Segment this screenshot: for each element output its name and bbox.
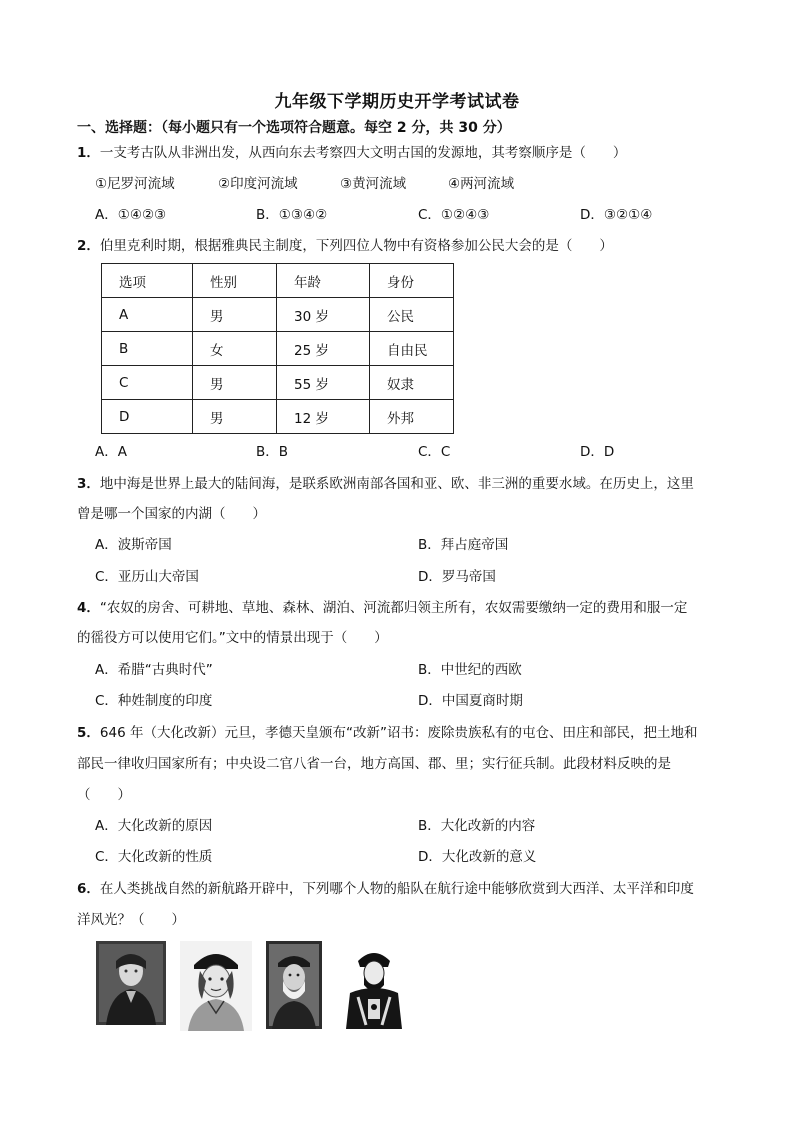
q1-option-a: A．①④②③ [95, 207, 167, 223]
table-cell: 女 [193, 332, 277, 366]
q2-option-d: D．D [580, 444, 615, 460]
table-row [102, 332, 454, 366]
table-cell: 30 岁 [277, 298, 370, 332]
table-cell: C [102, 366, 193, 400]
portrait-3 [266, 941, 322, 1029]
q2-table [101, 263, 454, 434]
question-2-number: 2． [77, 238, 100, 254]
q1-option-b: B．①③④② [256, 207, 328, 223]
exam-title: 九年级下学期历史开学考试试卷 [274, 92, 520, 112]
q5-option-b: B．大化改新的内容 [418, 818, 536, 834]
question-1-stem: 1．一支考古队从非洲出发，从西向东去考察四大文明古国的发源地，其考察顺序是（ ） [77, 145, 627, 161]
table-header-cell: 性别 [193, 264, 277, 298]
q2-option-a: A．A [95, 444, 127, 460]
q4-option-c: C．种姓制度的印度 [95, 693, 213, 709]
q4-option-a: A．希腊“古典时代” [95, 662, 213, 678]
portrait-2 [180, 941, 252, 1031]
q2-option-c: C．C [418, 444, 451, 460]
table-row [102, 298, 454, 332]
section-heading: 一、选择题：（每小题只有一个选项符合题意。每空 2 分，共 30 分） [77, 120, 511, 136]
table-cell: 外邦 [370, 400, 454, 434]
q1-item-3: ③黄河流域 [340, 176, 407, 192]
q4-option-b: B．中世纪的西欧 [418, 662, 522, 678]
table-cell: 男 [193, 400, 277, 434]
question-5-stem-line-1: 5．646 年（大化改新）元旦，孝德天皇颁布“改新”诏书：废除贵族私有的屯仓、田庄和部民，把土地和 [77, 725, 698, 741]
table-cell: 25 岁 [277, 332, 370, 366]
question-5-stem-line-2: 部民一律收归国家所有；中央设二官八省一台，地方高国、郡、里；实行征兵制。此段材料反映的是 [77, 756, 671, 772]
question-6-stem-line-2: 洋风光？（ ） [77, 912, 185, 928]
q4-option-d: D．中国夏商时期 [418, 693, 523, 709]
q2-option-b: B．B [256, 444, 289, 460]
q5-option-c: C．大化改新的性质 [95, 849, 213, 865]
question-4-stem-line-2: 的徭役方可以使用它们。”文中的情景出现于（ ） [77, 630, 388, 646]
q1-option-d: D．③②①④ [580, 207, 653, 223]
table-cell: A [102, 298, 193, 332]
table-cell: 55 岁 [277, 366, 370, 400]
question-6-number: 6． [77, 881, 100, 897]
q3-option-b: B．拜占庭帝国 [418, 537, 509, 553]
question-4-number: 4． [77, 600, 100, 616]
question-1-number: 1． [77, 145, 100, 161]
q1-item-2: ②印度河流域 [218, 176, 298, 192]
table-row [102, 366, 454, 400]
question-5-number: 5． [77, 725, 100, 741]
table-cell: 公民 [370, 298, 454, 332]
table-cell: B [102, 332, 193, 366]
question-4-stem-line-1: 4．“农奴的房舍、可耕地、草地、森林、湖泊、河流都归领主所有，农奴需要缴纳一定的费用和服一定 [77, 600, 688, 616]
table-cell: 奴隶 [370, 366, 454, 400]
table-header-cell: 身份 [370, 264, 454, 298]
table-cell: D [102, 400, 193, 434]
q1-option-c: C．①②④③ [418, 207, 490, 223]
table-header-cell: 选项 [102, 264, 193, 298]
portrait-4 [336, 941, 412, 1029]
table-cell: 自由民 [370, 332, 454, 366]
table-cell: 男 [193, 366, 277, 400]
question-6-stem-line-1: 6．在人类挑战自然的新航路开辟中，下列哪个人物的船队在航行途中能够欣赏到大西洋、太平洋和印度 [77, 881, 694, 897]
q3-option-c: C．亚历山大帝国 [95, 569, 199, 585]
question-5-stem-line-3: （ ） [77, 787, 131, 803]
q1-item-1: ①尼罗河流域 [95, 176, 175, 192]
q6-portraits [96, 941, 416, 1033]
table-row [102, 400, 454, 434]
table-header-row [102, 264, 454, 298]
q1-item-4: ④两河流域 [448, 176, 515, 192]
q3-option-d: D．罗马帝国 [418, 569, 496, 585]
portrait-1 [96, 941, 166, 1025]
question-2-stem: 2．伯里克利时期，根据雅典民主制度，下列四位人物中有资格参加公民大会的是（ ） [77, 238, 613, 254]
q5-option-d: D．大化改新的意义 [418, 849, 537, 865]
question-3-number: 3． [77, 476, 100, 492]
table-cell: 男 [193, 298, 277, 332]
table-header-cell: 年龄 [277, 264, 370, 298]
question-3-stem-line-1: 3．地中海是世界上最大的陆间海，是联系欧洲南部各国和亚、欧、非三洲的重要水域。在历史上，这里 [77, 476, 694, 492]
table-cell: 12 岁 [277, 400, 370, 434]
q5-option-a: A．大化改新的原因 [95, 818, 213, 834]
q3-option-a: A．波斯帝国 [95, 537, 172, 553]
question-3-stem-line-2: 曾是哪一个国家的内湖（ ） [77, 506, 266, 522]
